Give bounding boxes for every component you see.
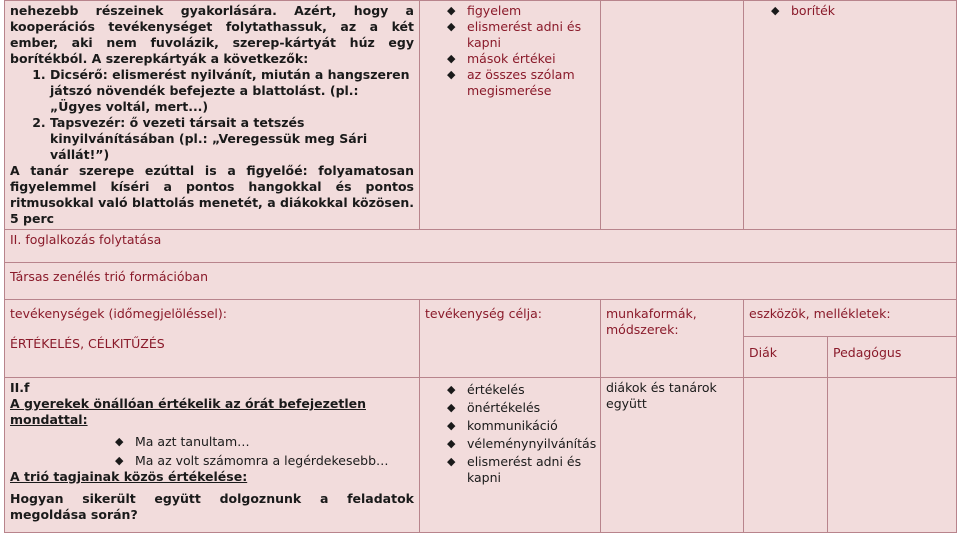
trio-evaluation-task: A trió tagjainak közös értékelése: [10,469,248,484]
evaluation-methods: diákok és tanárok együtt [606,380,717,411]
header-evaluation: ÉRTÉKELÉS, CÉLKITŰZÉS [10,336,165,351]
goal-item: ◆ értékelés [447,382,525,397]
evaluation-goal-list [425,380,595,486]
square-bullet-icon: ◆ [115,435,124,448]
goal-item: ◆ figyelem [447,3,522,18]
evaluation-goal-cell [420,378,601,533]
activity-row-continuation [5,1,957,230]
section-title: II. foglalkozás folytatása [5,230,957,263]
section-subtitle: Társas zenélés trió formációban [5,263,957,300]
goal-item: ◆ elismerést adni és kapni [447,454,582,485]
square-bullet-icon: ◆ [447,455,456,468]
tools-cell [744,1,957,230]
goal-item: ◆ az összes szólam megismerése [447,67,575,98]
square-bullet-icon: ◆ [447,437,456,450]
header-goal: tevékenység célja: [420,300,601,378]
evaluation-student-tools-cell [744,378,828,533]
square-bullet-icon: ◆ [771,4,780,17]
square-bullet-icon: ◆ [447,383,456,396]
evaluation-teacher-tools-cell [828,378,957,533]
square-bullet-icon: ◆ [115,454,124,467]
header-row [5,300,957,337]
methods-cell [601,1,744,230]
square-bullet-icon: ◆ [447,4,456,17]
header-student: Diák [744,337,828,378]
section-title-row [5,230,957,263]
trio-question: Hogyan sikerült együtt dolgoznunk a feladatok megoldása során? [10,491,414,522]
section-subtitle-row [5,263,957,300]
role-card-item: 2. Tapsvezér: ő vezeti társait a tetszés kinyilvánításában (pl.: „Veregessük meg Sári vállát!”) [50,115,414,163]
goal-item: ◆ véleménynyilvánítás [447,436,597,451]
lesson-plan-table [4,0,957,533]
square-bullet-icon: ◆ [447,68,456,81]
evaluation-description-cell [5,378,420,533]
header-methods: munkaformák, módszerek: [601,300,744,378]
goal-item: ◆ önértékelés [447,400,541,415]
header-tools: eszközök, mellékletek: [744,300,957,337]
goal-item: ◆ mások értékei [447,51,556,66]
activity-lead-text: nehezebb részeinek gyakorlására. Azért, hogy a kooperációs tevékenységet folytathassuk, az a két ember, aki nem fuvolázik, szerep-kártyát húz egy borítékból. A szerepkártyák a következők: [10,3,414,66]
goal-item: ◆ elismerést adni és kapni [447,19,582,50]
sentence-item: ◆ Ma azt tanultam… [115,434,250,449]
square-bullet-icon: ◆ [447,419,456,432]
role-card-list [10,67,414,163]
goal-list [425,3,595,99]
role-card-item: 1. Dicsérő: elismerést nyilvánít, miután a hangszeren játszó növendék befejezte a blattolást. (pl.: „Ügyes voltál, mert...) [50,67,414,115]
section-label: II.f [10,380,30,395]
square-bullet-icon: ◆ [447,52,456,65]
evaluation-methods-cell [601,378,744,533]
header-activities: tevékenységek (időmegjelöléssel): [10,306,227,321]
unfinished-sentence-list [10,434,414,469]
activity-goal-cell [420,1,601,230]
header-activities-cell [5,300,420,378]
self-evaluation-task: A gyerekek önállóan értékelik az órát befejezetlen mondattal: [10,396,366,427]
tool-item: ◆ boríték [771,3,836,18]
sentence-item: ◆ Ma az volt számomra a legérdekesebb… [115,453,389,468]
square-bullet-icon: ◆ [447,401,456,414]
goal-item: ◆ kommunikáció [447,418,558,433]
square-bullet-icon: ◆ [447,20,456,33]
header-teacher: Pedagógus [828,337,957,378]
activity-row-evaluation [5,378,957,533]
activity-description-cell [5,1,420,230]
tools-list [749,3,951,19]
teacher-role-text: A tanár szerepe ezúttal is a figyelőé: folyamatosan figyelemmel kíséri a pontos hangokkal és pontos ritmusokkal való blattolás menetét, a diákokkal közösen. 5 perc [10,163,414,226]
